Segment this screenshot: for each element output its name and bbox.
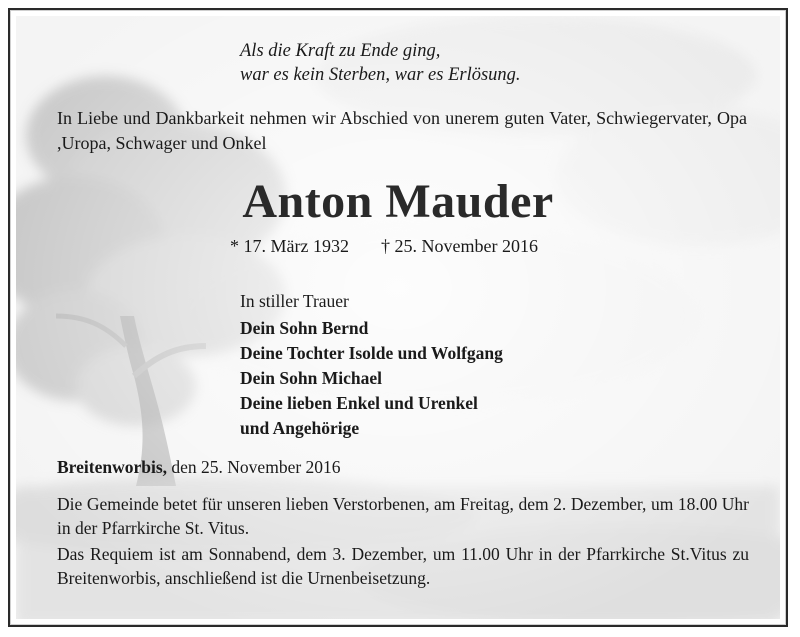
mourner-name: Dein Sohn Bernd (240, 318, 369, 338)
mourning-heading: In stiller Trauer (240, 291, 349, 311)
death-date: † 25. November 2016 (380, 236, 538, 256)
deceased-name: Anton Mauder (242, 175, 554, 228)
place-and-date (57, 457, 341, 478)
intro-text: In Liebe und Dankbarkeit nehmen wir Abschied von unerem guten Vater, Schwiegervater, Opa ,Uropa, Schwager und Onkel (57, 108, 747, 153)
notice-date: den 25. November 2016 (167, 457, 341, 477)
mourner-name: Dein Sohn Michael (240, 368, 382, 388)
mourner-name: Deine Tochter Isolde und Wolfgang (240, 343, 503, 363)
mourner-name: Deine lieben Enkel und Urenkel (240, 393, 478, 413)
life-dates (230, 236, 538, 257)
obituary-notice (16, 16, 780, 619)
service-paragraph-1: Die Gemeinde betet für unseren lieben Verstorbenen, am Freitag, dem 2. Dezember, um 18.00 Uhr in der Pfarrkirche St. Vitus. (57, 494, 749, 538)
quote-line-1: Als die Kraft zu Ende ging, (240, 41, 441, 61)
place-name: Breitenworbis, (57, 457, 168, 477)
quote-line-2: war es kein Sterben, war es Erlösung. (240, 65, 521, 85)
service-paragraph-2: Das Requiem ist am Sonnabend, dem 3. Dezember, um 11.00 Uhr in der Pfarrkirche St.Vitus zu Breitenworbis, anschließend ist die Urnenbeisetzung. (57, 544, 749, 588)
mourner-name: und Angehörige (240, 418, 360, 438)
birth-date: * 17. März 1932 (230, 236, 349, 256)
